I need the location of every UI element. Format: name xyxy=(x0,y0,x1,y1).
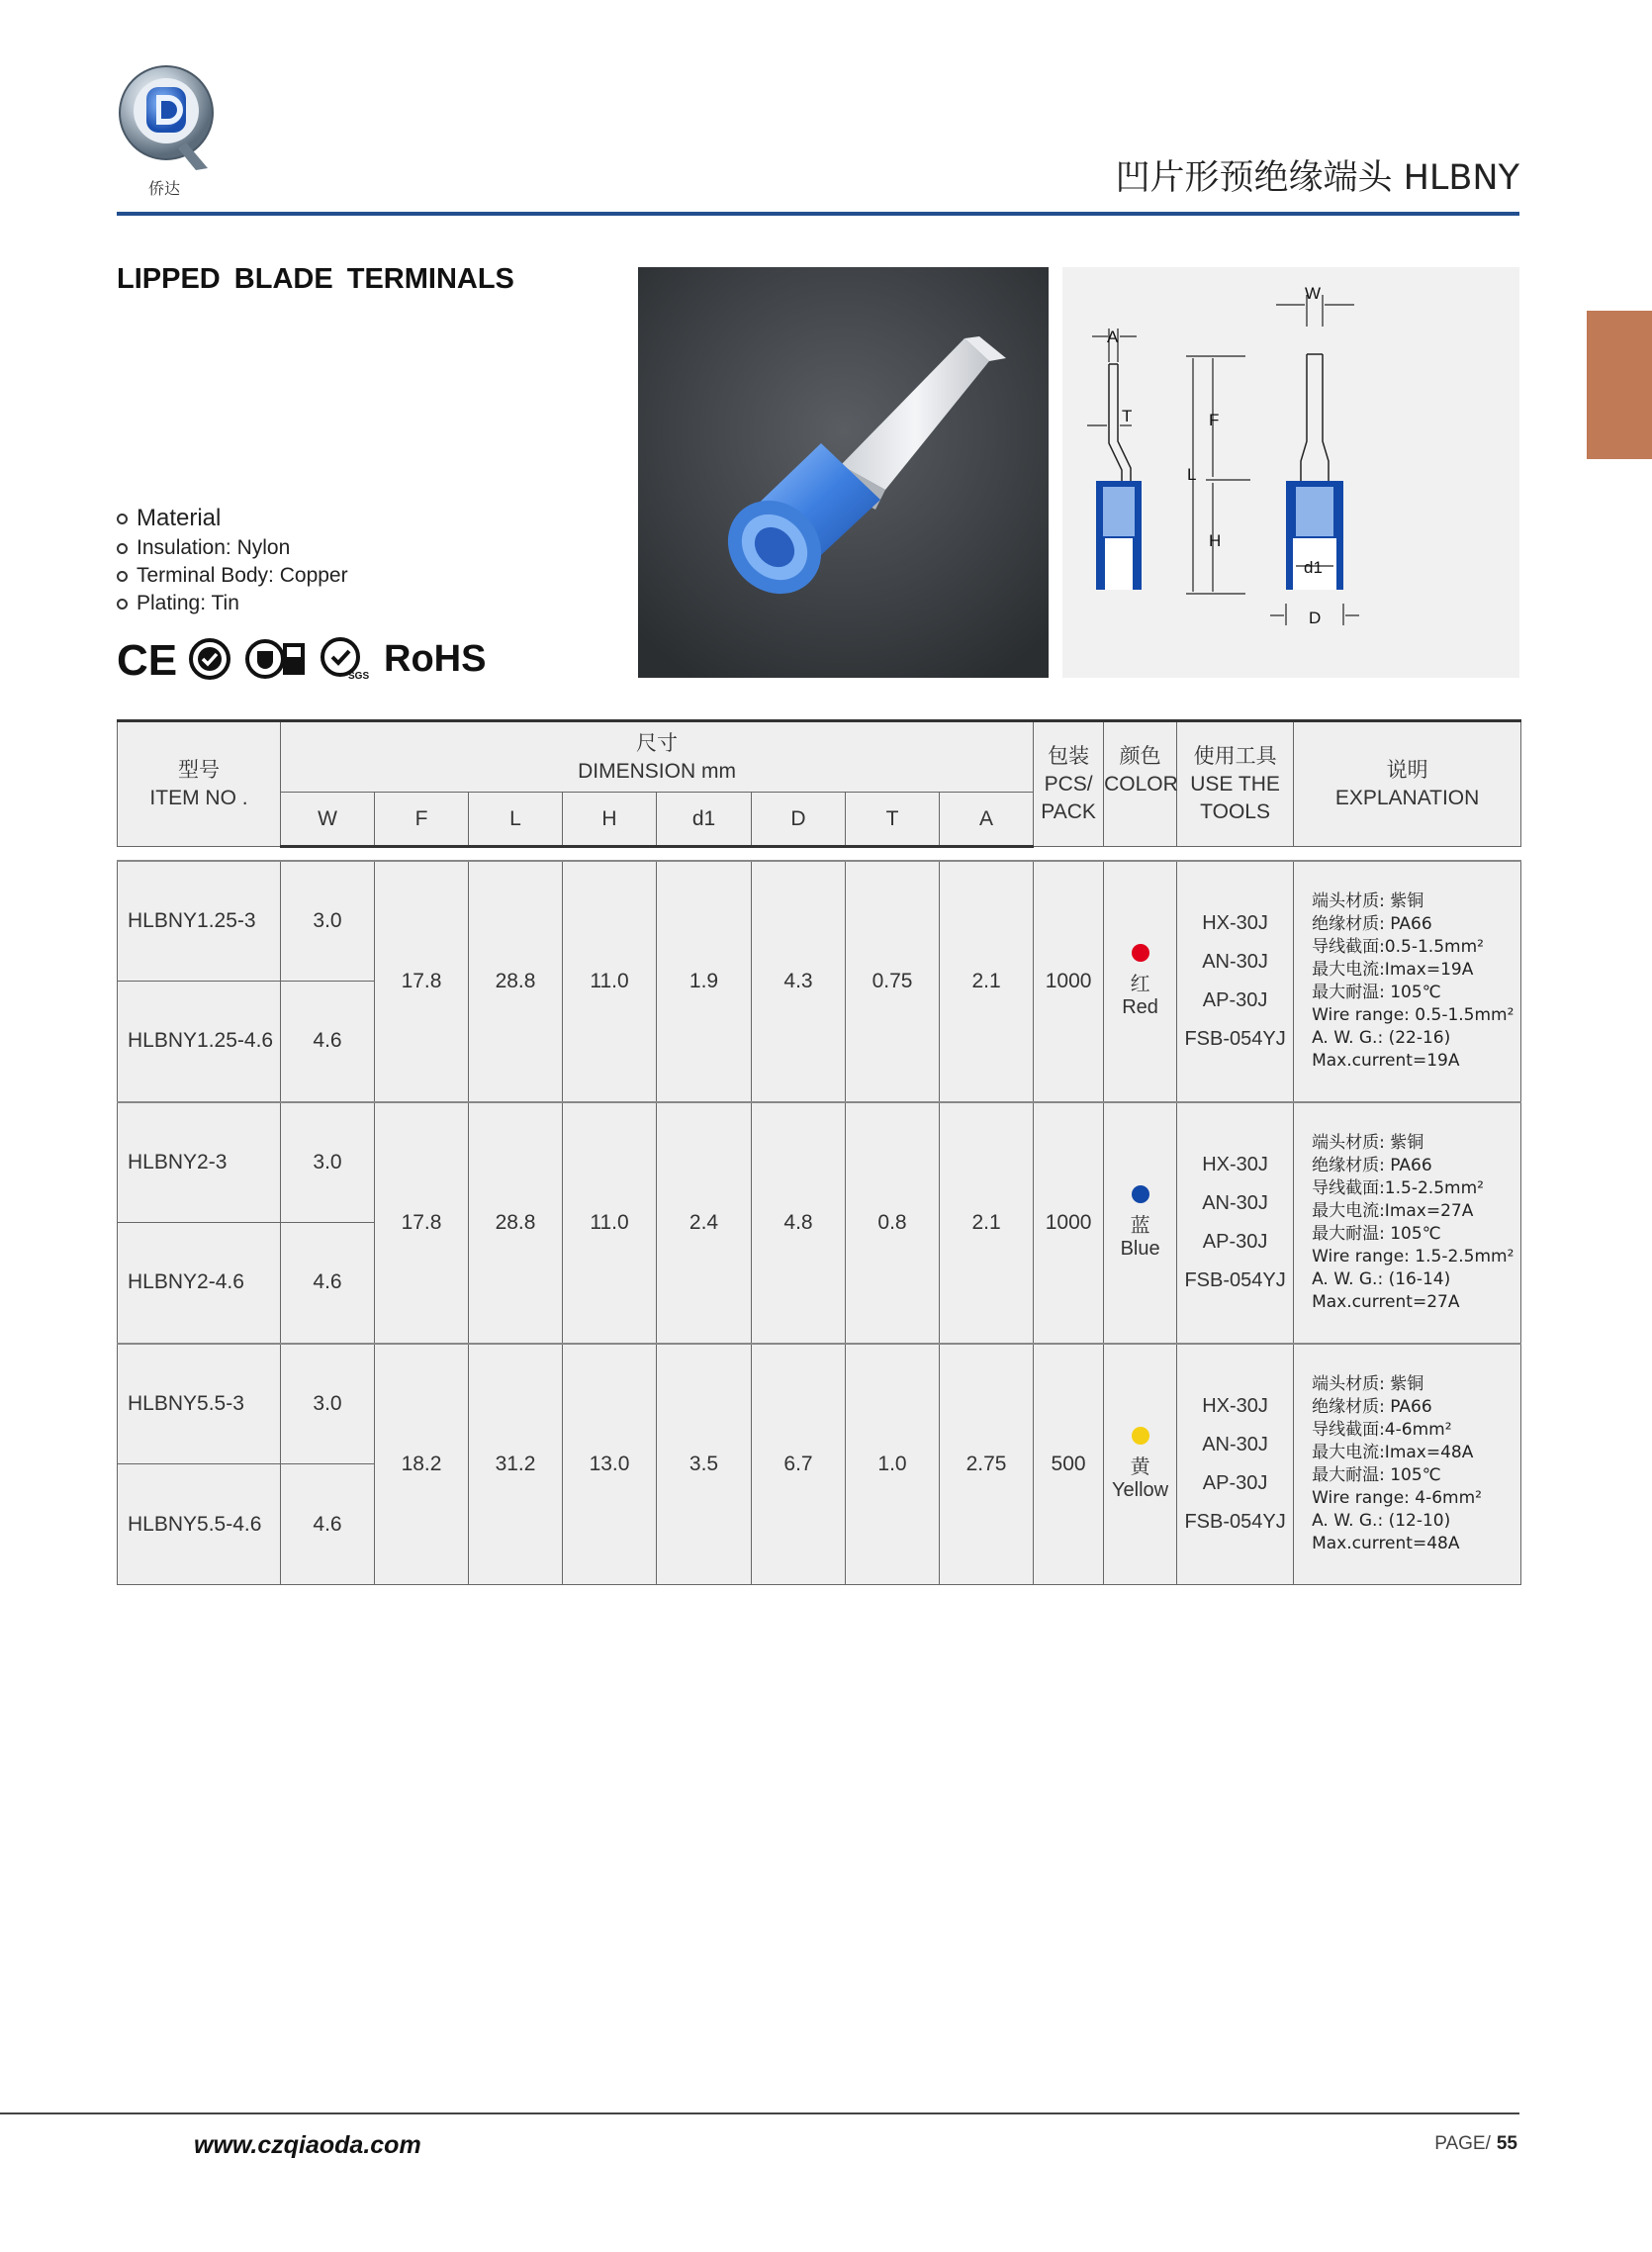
header-dimension xyxy=(281,721,1034,793)
cell-t: 1.0 xyxy=(846,1344,940,1585)
tool-item: AP-30J xyxy=(1202,1230,1268,1253)
cell-item: HLBNY5.5-3 xyxy=(118,1344,281,1464)
tool-item: FSB-054YJ xyxy=(1184,1027,1286,1050)
material-plating: Plating: Tin xyxy=(137,592,239,614)
header-tools-cn: 使用工具 xyxy=(1193,744,1277,768)
material-body: Terminal Body: Copper xyxy=(137,564,348,587)
dimension-diagram xyxy=(1062,267,1519,678)
cell-a: 2.1 xyxy=(940,861,1034,1102)
sgs-icon xyxy=(321,637,370,682)
group-1 xyxy=(118,861,1521,1102)
explain-line: 绝缘材质: PA66 xyxy=(1312,1155,1432,1175)
material-item xyxy=(117,590,348,617)
header-color-en: COLOR xyxy=(1104,773,1178,796)
header-explanation xyxy=(1294,721,1521,847)
cell-l: 28.8 xyxy=(469,861,563,1102)
cert-shield-icon xyxy=(245,637,307,681)
label-t: T xyxy=(1122,407,1133,425)
logo-emblem-icon xyxy=(117,61,216,175)
cell-pack: 1000 xyxy=(1034,861,1104,1102)
bullet-icon xyxy=(117,571,128,582)
color-en: Blue xyxy=(1120,1237,1160,1260)
explain-line: 绝缘材质: PA66 xyxy=(1312,1396,1432,1417)
cell-h: 13.0 xyxy=(563,1344,657,1585)
cell-tools xyxy=(1177,861,1294,1102)
website-link[interactable]: www.czqiaoda.com xyxy=(194,2131,421,2159)
header-item-cn: 型号 xyxy=(178,758,220,782)
header-dim-h: H xyxy=(563,793,657,847)
header-dim-d: D xyxy=(752,793,846,847)
cell-d1: 2.4 xyxy=(657,1102,752,1344)
cell-t: 0.75 xyxy=(846,861,940,1102)
tool-item: HX-30J xyxy=(1202,911,1268,934)
color-cn: 蓝 xyxy=(1130,1212,1150,1237)
cell-d: 4.8 xyxy=(752,1102,846,1344)
header-pack-en1: PCS/ xyxy=(1044,773,1093,796)
header-explanation-en: EXPLANATION xyxy=(1334,787,1480,809)
header-dim-w: W xyxy=(281,793,375,847)
explain-line: 导线截面:1.5-2.5mm² xyxy=(1312,1177,1484,1198)
page-title: 凹片形预绝缘端头 HLBNY xyxy=(1115,158,1519,198)
cell-item: HLBNY1.25-3 xyxy=(118,861,281,982)
explain-line: Wire range: 4-6mm² xyxy=(1312,1487,1482,1508)
material-insulation: Insulation: Nylon xyxy=(137,536,291,559)
bullet-icon xyxy=(117,599,128,610)
cell-explanation xyxy=(1294,861,1521,1102)
explain-line: 最大电流:Imax=48A xyxy=(1312,1442,1474,1462)
section-side-tab xyxy=(1587,311,1652,459)
label-d: D xyxy=(1309,609,1322,627)
material-item xyxy=(117,534,348,562)
header-item-en: ITEM NO . xyxy=(149,787,248,809)
table-spacer xyxy=(118,847,1521,861)
table-row xyxy=(118,861,1521,982)
explain-line: 最大电流:Imax=27A xyxy=(1312,1200,1474,1221)
certification-marks xyxy=(117,633,486,685)
blue-dot-icon xyxy=(1132,1185,1149,1203)
label-f: F xyxy=(1209,411,1220,429)
cell-f: 17.8 xyxy=(375,1102,469,1344)
explain-line: Wire range: 1.5-2.5mm² xyxy=(1312,1246,1514,1267)
cert-seal-icon xyxy=(188,637,231,681)
header-dim-t: T xyxy=(846,793,940,847)
group-2 xyxy=(118,1102,1521,1344)
color-cn: 黄 xyxy=(1130,1454,1150,1478)
bullet-icon xyxy=(117,543,128,554)
cell-d: 4.3 xyxy=(752,861,846,1102)
group-3 xyxy=(118,1344,1521,1585)
explain-line: A. W. G.: (12-10) xyxy=(1312,1510,1451,1531)
explain-line: 端头材质: 紫铜 xyxy=(1312,1373,1424,1394)
label-d1: d1 xyxy=(1304,558,1323,577)
header-dim-a: A xyxy=(940,793,1034,847)
explain-line: Wire range: 0.5-1.5mm² xyxy=(1312,1004,1514,1025)
cell-w: 4.6 xyxy=(281,1464,375,1585)
header-pack-cn: 包装 xyxy=(1048,744,1090,768)
cell-item: HLBNY1.25-4.6 xyxy=(118,982,281,1102)
explain-line: Max.current=19A xyxy=(1312,1050,1460,1071)
header-dimension-en: DIMENSION mm xyxy=(578,759,736,783)
tool-item: AP-30J xyxy=(1202,988,1268,1011)
cell-explanation xyxy=(1294,1102,1521,1344)
color-cn: 红 xyxy=(1130,971,1150,995)
color-en: Red xyxy=(1122,995,1158,1018)
cell-pack: 1000 xyxy=(1034,1102,1104,1344)
table-row xyxy=(118,1344,1521,1464)
cell-item: HLBNY5.5-4.6 xyxy=(118,1464,281,1585)
page-number xyxy=(1434,2133,1517,2155)
label-l: L xyxy=(1187,465,1197,484)
tool-item: AP-30J xyxy=(1202,1471,1268,1494)
cell-d: 6.7 xyxy=(752,1344,846,1585)
cell-l: 28.8 xyxy=(469,1102,563,1344)
header-dim-l: L xyxy=(469,793,563,847)
cell-explanation xyxy=(1294,1344,1521,1585)
cell-a: 2.75 xyxy=(940,1344,1034,1585)
explain-line: Max.current=27A xyxy=(1312,1291,1460,1312)
header-dim-f: F xyxy=(375,793,469,847)
material-item xyxy=(117,562,348,590)
tool-item: FSB-054YJ xyxy=(1184,1268,1286,1291)
page-label: PAGE/ xyxy=(1434,2133,1491,2154)
header-explanation-cn: 说明 xyxy=(1386,758,1428,782)
cell-item: HLBNY2-4.6 xyxy=(118,1223,281,1344)
tool-item: FSB-054YJ xyxy=(1184,1510,1286,1533)
logo-caption: 侨达 xyxy=(148,179,181,198)
explain-line: 最大耐温: 105℃ xyxy=(1312,1464,1441,1485)
explain-line: A. W. G.: (16-14) xyxy=(1312,1268,1451,1289)
cell-color xyxy=(1104,1102,1177,1344)
tool-item: AN-30J xyxy=(1202,950,1268,973)
header-dim-d1: d1 xyxy=(657,793,752,847)
explain-line: 最大耐温: 105℃ xyxy=(1312,1223,1441,1244)
header-pack-en2: PACK xyxy=(1041,800,1096,823)
terminal-photo-image xyxy=(638,267,1049,678)
bullet-icon xyxy=(117,514,128,524)
cell-color xyxy=(1104,1344,1177,1585)
cell-d1: 3.5 xyxy=(657,1344,752,1585)
explain-line: 端头材质: 紫铜 xyxy=(1312,1132,1424,1153)
cell-color xyxy=(1104,861,1177,1102)
label-a: A xyxy=(1107,328,1119,346)
tool-item: HX-30J xyxy=(1202,1153,1268,1175)
header-tools-en1: USE THE xyxy=(1190,773,1280,796)
tool-item: AN-30J xyxy=(1202,1191,1268,1214)
header-color-cn: 颜色 xyxy=(1119,744,1161,768)
material-heading-row xyxy=(117,503,348,534)
tool-item: AN-30J xyxy=(1202,1433,1268,1455)
sgs-text: SGS xyxy=(348,671,370,682)
cell-tools xyxy=(1177,1102,1294,1344)
header-tools-en2: TOOLS xyxy=(1200,800,1270,823)
cell-d1: 1.9 xyxy=(657,861,752,1102)
cell-t: 0.8 xyxy=(846,1102,940,1344)
explain-line: 端头材质: 紫铜 xyxy=(1312,891,1424,911)
cell-a: 2.1 xyxy=(940,1102,1034,1344)
cell-item: HLBNY2-3 xyxy=(118,1102,281,1223)
explain-line: 导线截面:0.5-1.5mm² xyxy=(1312,936,1484,957)
header-divider xyxy=(117,212,1519,216)
cell-w: 3.0 xyxy=(281,1102,375,1223)
footer-divider xyxy=(0,2112,1519,2114)
cell-f: 17.8 xyxy=(375,861,469,1102)
color-en: Yellow xyxy=(1112,1478,1169,1501)
page-number-value: 55 xyxy=(1496,2133,1517,2154)
product-photo xyxy=(638,267,1049,678)
cell-h: 11.0 xyxy=(563,1102,657,1344)
section-title: LIPPED BLADE TERMINALS xyxy=(117,263,514,295)
table-row xyxy=(118,1102,1521,1223)
red-dot-icon xyxy=(1132,944,1149,962)
material-list xyxy=(117,503,348,617)
cell-w: 3.0 xyxy=(281,1344,375,1464)
label-h: H xyxy=(1209,531,1222,550)
header-color xyxy=(1104,721,1177,847)
ce-mark-icon xyxy=(117,636,178,685)
explain-line: 最大电流:Imax=19A xyxy=(1312,959,1474,980)
cell-l: 31.2 xyxy=(469,1344,563,1585)
rohs-mark: RoHS xyxy=(384,637,487,680)
explain-line: Max.current=48A xyxy=(1312,1533,1460,1553)
tool-item: HX-30J xyxy=(1202,1394,1268,1417)
header-tools xyxy=(1177,721,1294,847)
cell-pack: 500 xyxy=(1034,1344,1104,1585)
material-heading: Material xyxy=(137,505,222,531)
ce-mark-text: CE xyxy=(117,636,178,685)
cell-w: 4.6 xyxy=(281,982,375,1102)
header-dimension-cn: 尺寸 xyxy=(636,730,679,755)
cell-w: 4.6 xyxy=(281,1223,375,1344)
header-pack xyxy=(1034,721,1104,847)
yellow-dot-icon xyxy=(1132,1427,1149,1445)
cell-h: 11.0 xyxy=(563,861,657,1102)
label-w: W xyxy=(1305,284,1322,303)
explain-line: 绝缘材质: PA66 xyxy=(1312,913,1432,934)
cell-w: 3.0 xyxy=(281,861,375,982)
explain-line: A. W. G.: (22-16) xyxy=(1312,1027,1451,1048)
spec-table xyxy=(117,719,1521,1585)
cell-f: 18.2 xyxy=(375,1344,469,1585)
explain-line: 最大耐温: 105℃ xyxy=(1312,982,1441,1002)
table-header xyxy=(118,721,1521,847)
header-item-no xyxy=(118,721,281,847)
explain-line: 导线截面:4-6mm² xyxy=(1312,1419,1452,1440)
cell-tools xyxy=(1177,1344,1294,1585)
dimension-drawing xyxy=(1062,267,1519,678)
